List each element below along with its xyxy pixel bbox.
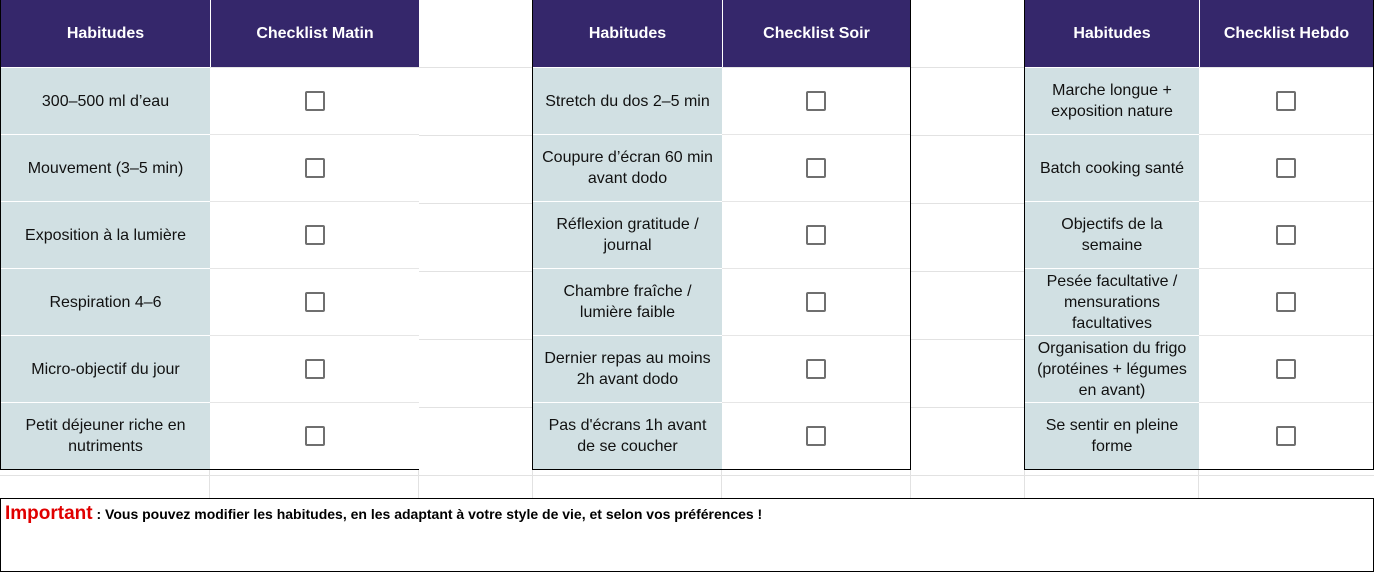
- checkbox-cell: [1199, 134, 1373, 201]
- checkbox[interactable]: [305, 158, 325, 178]
- checkbox[interactable]: [806, 158, 826, 178]
- habit-cell: Batch cooking santé: [1025, 134, 1199, 201]
- checkbox-cell: [1199, 335, 1373, 402]
- checkbox[interactable]: [305, 359, 325, 379]
- habit-cell: Pesée facultative / mensurations facultatives: [1025, 268, 1199, 335]
- header-habitudes: Habitudes: [1025, 0, 1199, 67]
- checkbox[interactable]: [1276, 158, 1296, 178]
- checkbox-cell: [210, 201, 419, 268]
- habit-cell: Dernier repas au moins 2h avant dodo: [533, 335, 722, 402]
- checkbox[interactable]: [305, 292, 325, 312]
- important-label: Important: [5, 503, 93, 524]
- habit-cell: Réflexion gratitude / journal: [533, 201, 722, 268]
- habit-cell: Micro-objectif du jour: [1, 335, 210, 402]
- checkbox[interactable]: [305, 91, 325, 111]
- checkbox[interactable]: [806, 225, 826, 245]
- checkbox[interactable]: [806, 292, 826, 312]
- checkbox-cell: [722, 201, 910, 268]
- checkbox[interactable]: [806, 91, 826, 111]
- checkbox-cell: [1199, 67, 1373, 134]
- habit-cell: 300–500 ml d’eau: [1, 67, 210, 134]
- habit-cell: Stretch du dos 2–5 min: [533, 67, 722, 134]
- header-checklist-soir: Checklist Soir: [722, 0, 910, 67]
- checkbox[interactable]: [1276, 359, 1296, 379]
- habit-cell: Mouvement (3–5 min): [1, 134, 210, 201]
- header-habitudes: Habitudes: [1, 0, 210, 67]
- checkbox[interactable]: [1276, 426, 1296, 446]
- checkbox-cell: [210, 67, 419, 134]
- checkbox-cell: [722, 335, 910, 402]
- checkbox-cell: [1199, 402, 1373, 469]
- checkbox-cell: [210, 402, 419, 469]
- checkbox-cell: [210, 134, 419, 201]
- checkbox[interactable]: [806, 426, 826, 446]
- checkbox[interactable]: [1276, 91, 1296, 111]
- habit-cell: Se sentir en pleine forme: [1025, 402, 1199, 469]
- checkbox-cell: [722, 67, 910, 134]
- checkbox-cell: [210, 268, 419, 335]
- header-checklist-matin: Checklist Matin: [210, 0, 419, 67]
- important-note: [0, 498, 1374, 572]
- checkbox-cell: [722, 268, 910, 335]
- habit-cell: Objectifs de la semaine: [1025, 201, 1199, 268]
- habit-cell: Chambre fraîche / lumière faible: [533, 268, 722, 335]
- checkbox-cell: [722, 134, 910, 201]
- habit-cell: Marche longue + exposition nature: [1025, 67, 1199, 134]
- habit-cell: Respiration 4–6: [1, 268, 210, 335]
- checkbox-cell: [1199, 268, 1373, 335]
- habit-cell: Coupure d’écran 60 min avant dodo: [533, 134, 722, 201]
- habit-cell: Pas d'écrans 1h avant de se coucher: [533, 402, 722, 469]
- checklist-table-soir: [532, 0, 911, 470]
- checkbox[interactable]: [806, 359, 826, 379]
- important-text: : Vous pouvez modifier les habitudes, en les adaptant à votre style de vie, et selon vos préférences !: [92, 506, 763, 522]
- habit-cell: Organisation du frigo (protéines + légumes en avant): [1025, 335, 1199, 402]
- checkbox-cell: [1199, 201, 1373, 268]
- checklist-table-hebdo: [1024, 0, 1374, 470]
- checkbox-cell: [722, 402, 910, 469]
- checkbox[interactable]: [305, 426, 325, 446]
- checklist-table-matin: [0, 0, 419, 470]
- header-habitudes: Habitudes: [533, 0, 722, 67]
- checkbox[interactable]: [1276, 292, 1296, 312]
- grid-line: [0, 475, 1374, 476]
- habit-cell: Petit déjeuner riche en nutriments: [1, 402, 210, 469]
- checkbox-cell: [210, 335, 419, 402]
- checkbox[interactable]: [1276, 225, 1296, 245]
- habit-cell: Exposition à la lumière: [1, 201, 210, 268]
- checkbox[interactable]: [305, 225, 325, 245]
- header-checklist-hebdo: Checklist Hebdo: [1199, 0, 1373, 67]
